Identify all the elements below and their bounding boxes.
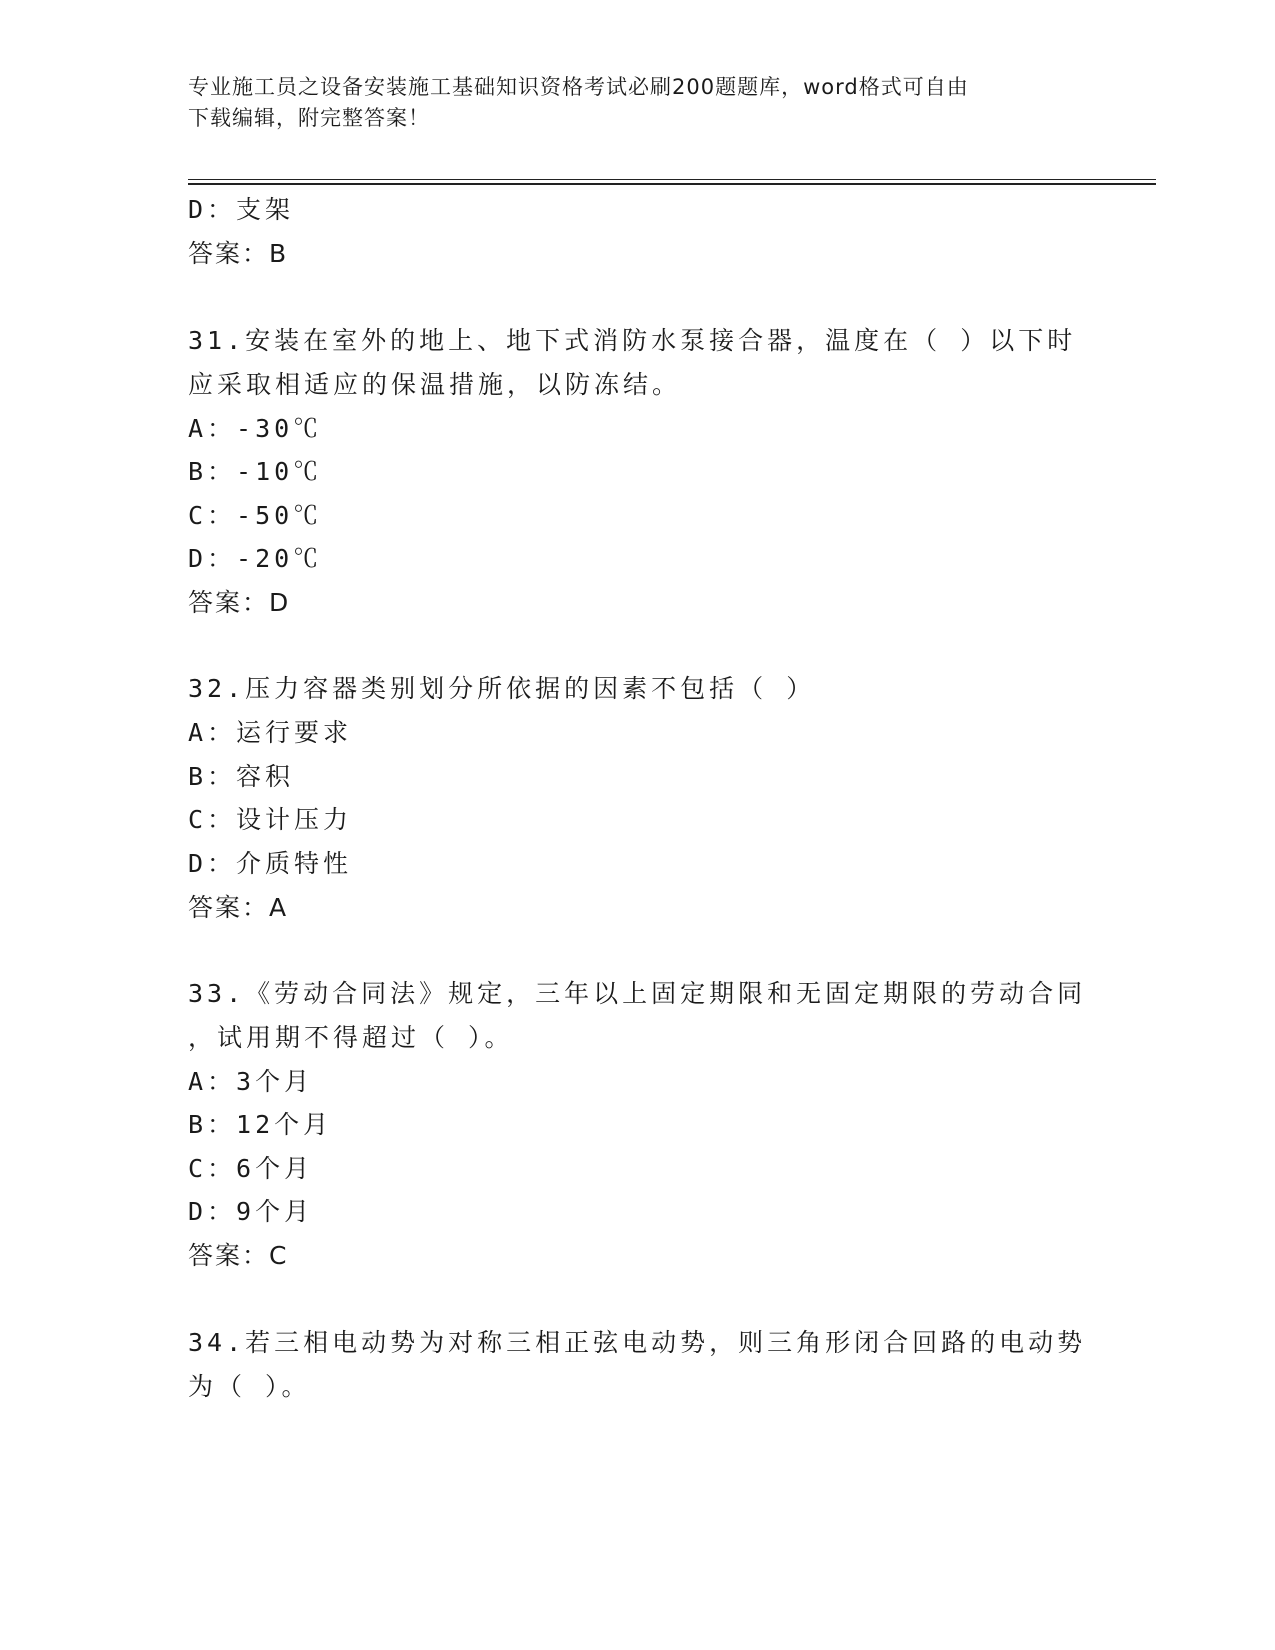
header-divider-top <box>188 179 1156 180</box>
option-b: B：容积 <box>188 762 295 791</box>
document-header <box>188 72 1088 134</box>
option-b: B：12个月 <box>188 1110 333 1139</box>
header-line-1: 专业施工员之设备安装施工基础知识资格考试必刷200题题库，word格式可自由 <box>188 75 969 99</box>
question-stem-continued: 为（ ）。 <box>188 1372 311 1401</box>
option-a: A：3个月 <box>188 1067 314 1096</box>
option-d: D：支架 <box>188 195 295 224</box>
header-divider-bottom <box>188 183 1156 185</box>
option-a: A：运行要求 <box>188 718 353 747</box>
question-stem: 34.若三相电动势为对称三相正弦电动势，则三角形闭合回路的电动势 <box>188 1328 1087 1357</box>
option-c: C：6个月 <box>188 1154 314 1183</box>
answer-line: 答案：C <box>188 1241 289 1270</box>
option-d: D：-20℃ <box>188 544 323 573</box>
header-line-2: 下载编辑，附完整答案！ <box>188 106 430 130</box>
question-stem-continued: 应采取相适应的保温措施，以防冻结。 <box>188 370 682 399</box>
option-b: B：-10℃ <box>188 457 323 486</box>
option-c: C：设计压力 <box>188 805 353 834</box>
question-stem-continued: ，试用期不得超过（ ）。 <box>188 1023 514 1052</box>
option-d: D：9个月 <box>188 1197 314 1226</box>
answer-line: 答案：D <box>188 588 291 617</box>
question-stem: 33.《劳动合同法》规定，三年以上固定期限和无固定期限的劳动合同 <box>188 979 1087 1008</box>
option-a: A：-30℃ <box>188 414 323 443</box>
option-d: D：介质特性 <box>188 849 353 878</box>
answer-line: 答案：A <box>188 893 289 922</box>
answer-line: 答案：B <box>188 239 289 268</box>
question-stem: 32.压力容器类别划分所依据的因素不包括（ ） <box>188 674 816 703</box>
question-stem: 31.安装在室外的地上、地下式消防水泵接合器，温度在（ ）以下时 <box>188 326 1077 355</box>
option-c: C：-50℃ <box>188 501 323 530</box>
